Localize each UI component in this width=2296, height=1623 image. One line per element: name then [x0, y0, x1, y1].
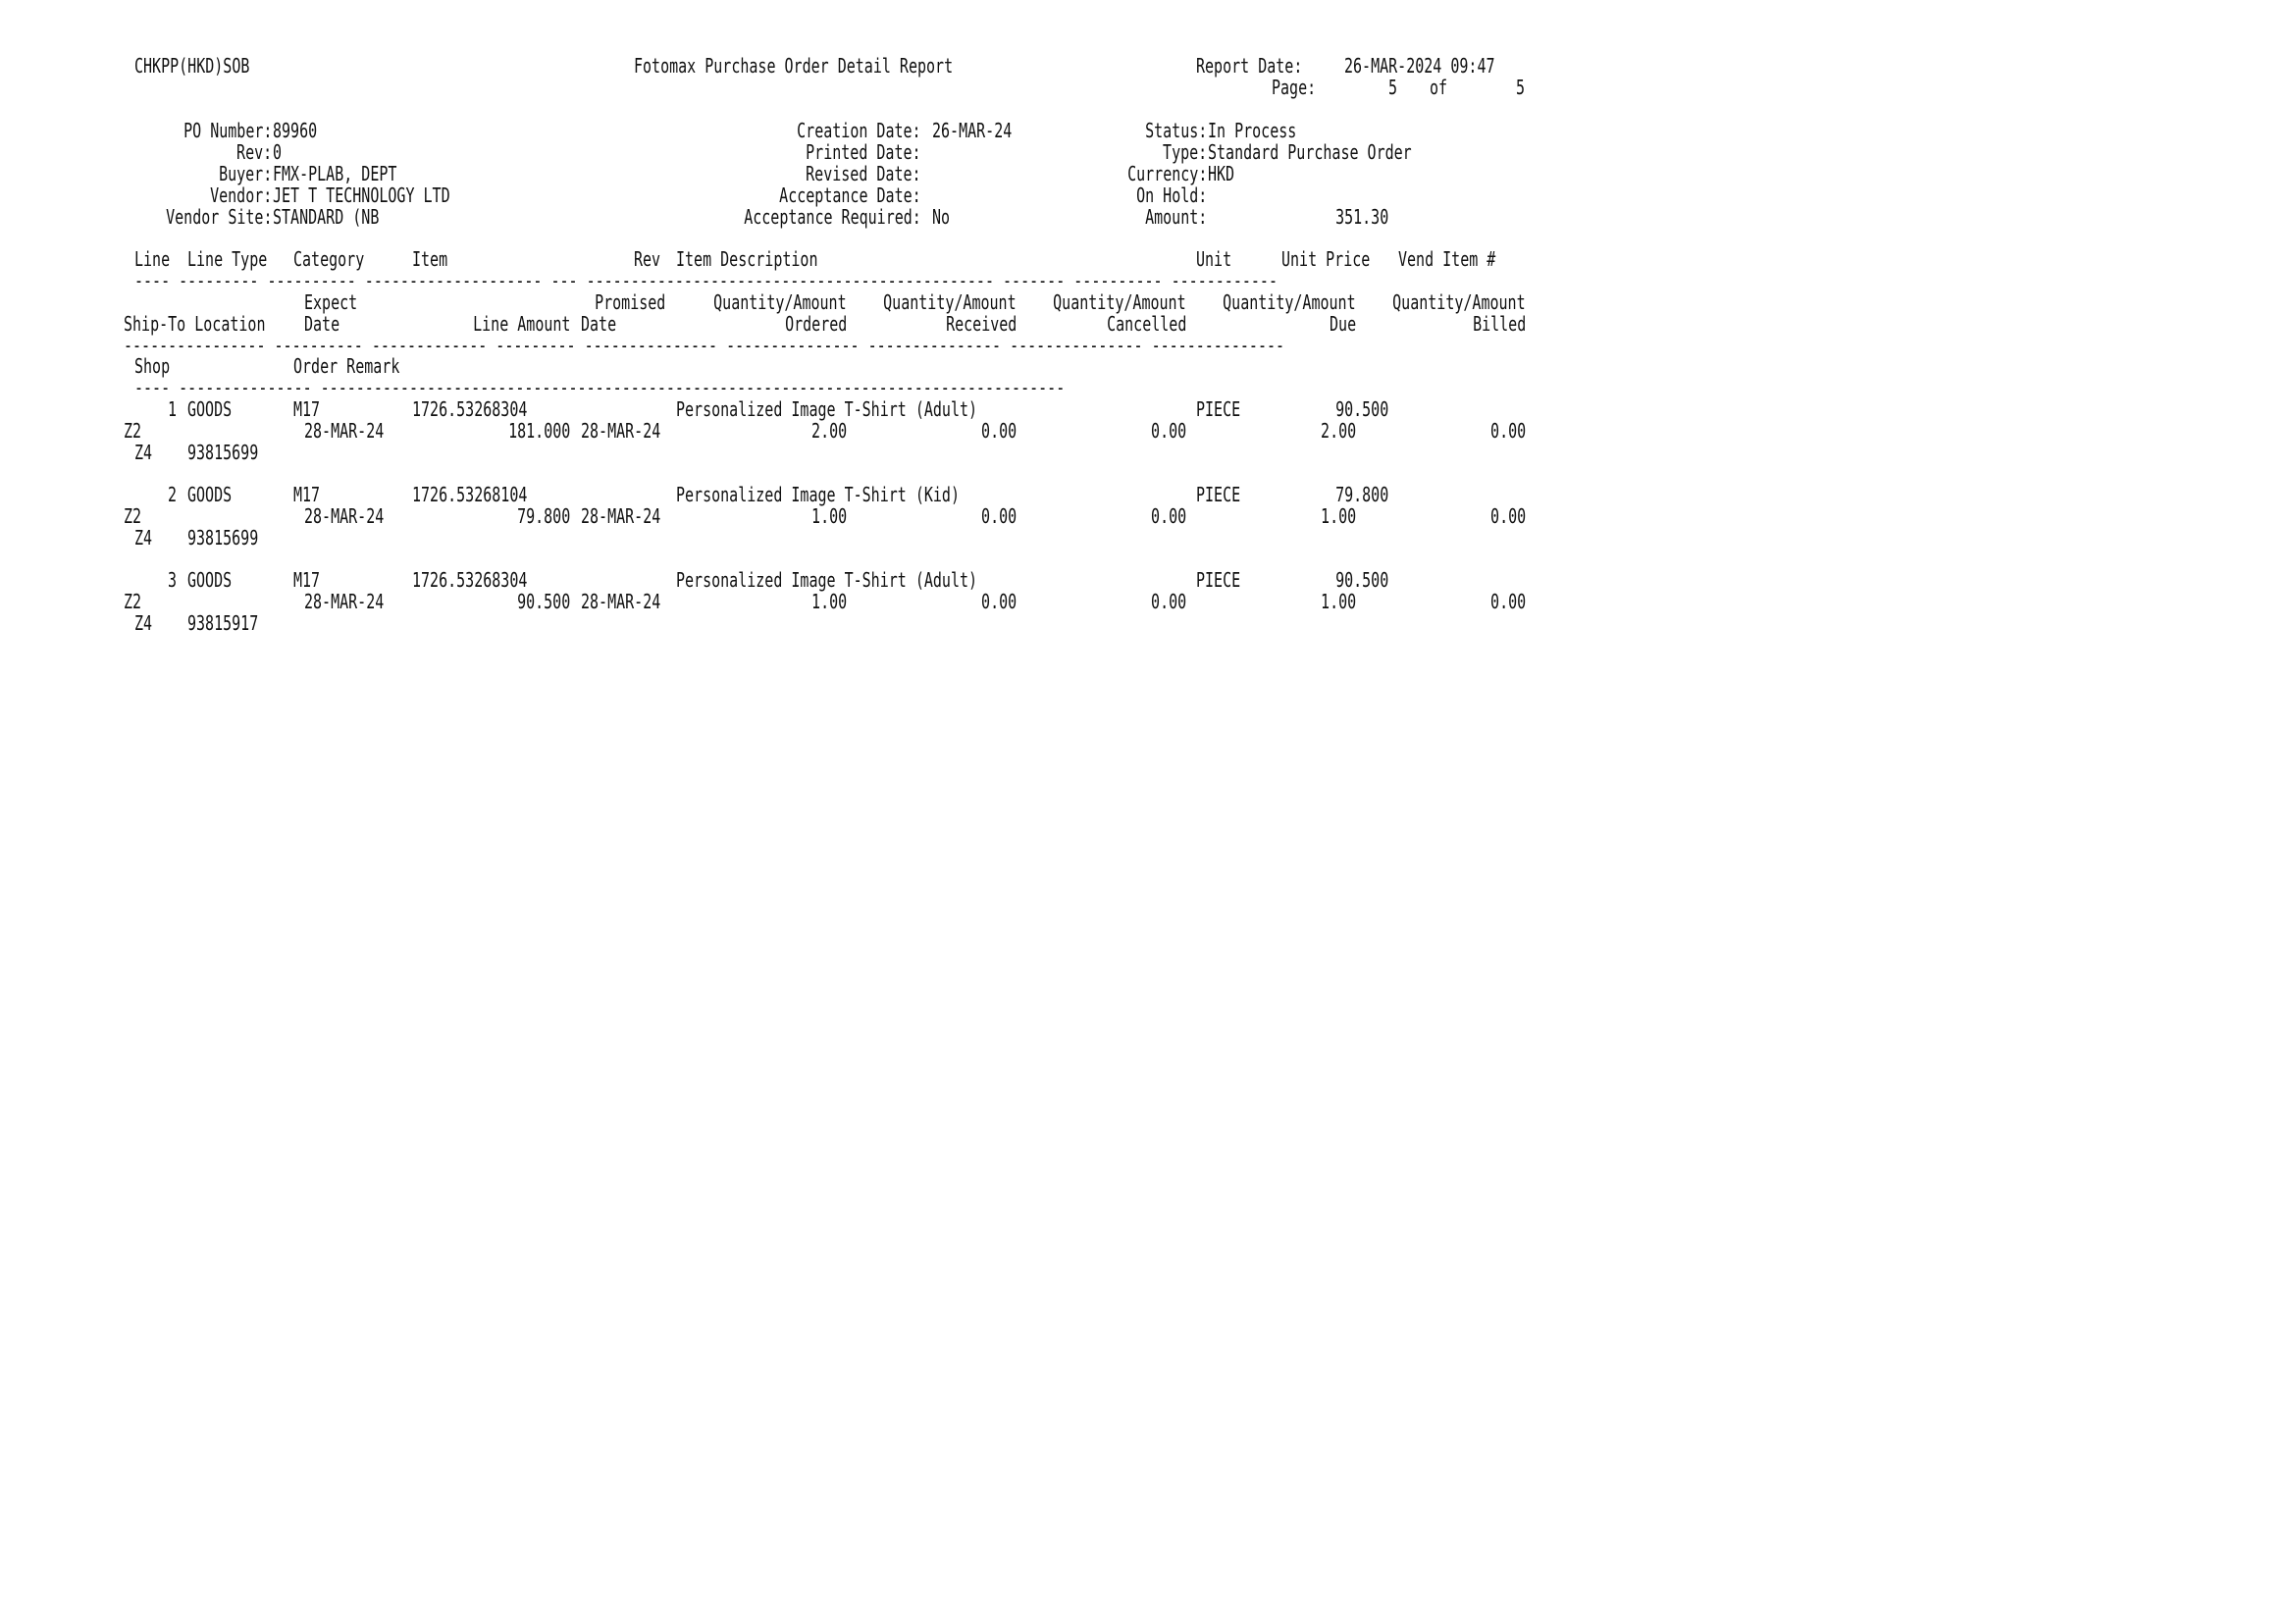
- rev-label: Rev:: [235, 140, 272, 164]
- line-description: Personalized Image T-Shirt (Adult): [676, 397, 978, 421]
- col-billed: Billed: [1472, 312, 1526, 336]
- col-qty-due-top: Quantity/Amount: [1223, 290, 1356, 314]
- line-cancelled: 0.00: [1150, 504, 1186, 528]
- buyer-label: Buyer:: [218, 162, 272, 185]
- line-ship-to: Z2: [124, 504, 142, 528]
- line-category: M17: [293, 483, 321, 506]
- status-value: In Process: [1208, 119, 1297, 142]
- printed-date-label: Printed Date:: [806, 140, 921, 164]
- col-received: Received: [945, 312, 1017, 336]
- col-qty-ordered-top: Quantity/Amount: [713, 290, 847, 314]
- col-cancelled: Cancelled: [1106, 312, 1186, 336]
- line-item: 1726.53268304: [412, 397, 528, 421]
- line-shop: Z4: [134, 526, 153, 550]
- amount-label: Amount:: [1144, 205, 1207, 229]
- currency-label: Currency:: [1126, 162, 1207, 185]
- line-due: 1.00: [1320, 590, 1356, 613]
- acceptance-required-label: Acceptance Required:: [744, 205, 921, 229]
- col-line-type: Line Type: [187, 247, 268, 271]
- on-hold-label: On Hold:: [1135, 183, 1207, 207]
- col-qty-billed-top: Quantity/Amount: [1392, 290, 1526, 314]
- header-rule-3: ---- --------------- ------------------------------------------------------------------------------------: [134, 376, 1066, 399]
- creation-date-value: 26-MAR-24: [932, 119, 1013, 142]
- status-label: Status:: [1144, 119, 1207, 142]
- line-type: GOODS: [187, 483, 233, 506]
- line-order-remark: 93815699: [187, 526, 259, 550]
- vendor-value: JET T TECHNOLOGY LTD: [273, 183, 450, 207]
- report-title: Fotomax Purchase Order Detail Report: [634, 54, 954, 78]
- col-ordered: Ordered: [784, 312, 847, 336]
- col-expect-date: Date: [304, 312, 340, 336]
- line-item: 1726.53268304: [412, 568, 528, 592]
- col-vend-item: Vend Item #: [1398, 247, 1496, 271]
- line-number: 1: [167, 397, 177, 421]
- buyer-value: FMX-PLAB, DEPT: [273, 162, 397, 185]
- line-order-remark: 93815699: [187, 441, 259, 464]
- line-cancelled: 0.00: [1150, 419, 1186, 443]
- line-category: M17: [293, 397, 321, 421]
- line-ordered: 1.00: [810, 590, 847, 613]
- col-item: Item: [412, 247, 448, 271]
- col-item-description: Item Description: [676, 247, 818, 271]
- col-unit-price: Unit Price: [1281, 247, 1371, 271]
- line-number: 3: [167, 568, 177, 592]
- line-expect-date: 28-MAR-24: [304, 504, 385, 528]
- page-label: Page:: [1272, 76, 1317, 99]
- line-unit-price: 90.500: [1334, 397, 1388, 421]
- revised-date-label: Revised Date:: [806, 162, 921, 185]
- vendor-label: Vendor:: [209, 183, 272, 207]
- acceptance-date-label: Acceptance Date:: [779, 183, 921, 207]
- creation-date-label: Creation Date:: [797, 119, 921, 142]
- line-amount: 79.800: [516, 504, 570, 528]
- line-number: 2: [167, 483, 177, 506]
- line-billed: 0.00: [1489, 504, 1526, 528]
- page-current: 5: [1387, 76, 1397, 99]
- line-expect-date: 28-MAR-24: [304, 419, 385, 443]
- line-unit-price: 79.800: [1334, 483, 1388, 506]
- col-rev: Rev: [634, 247, 661, 271]
- col-qty-received-top: Quantity/Amount: [883, 290, 1017, 314]
- line-item: 1726.53268104: [412, 483, 528, 506]
- line-amount: 181.000: [507, 419, 570, 443]
- page-of: of: [1430, 76, 1448, 99]
- rev-value: 0: [273, 140, 283, 164]
- line-unit-price: 90.500: [1334, 568, 1388, 592]
- line-promised-date: 28-MAR-24: [581, 419, 661, 443]
- line-promised-date: 28-MAR-24: [581, 590, 661, 613]
- header-rule-1: ---- --------- ---------- -------------------- --- ---------------------------------------------- ------- ---------- ------------: [134, 269, 1278, 292]
- po-number: 89960: [273, 119, 318, 142]
- col-promised: Promised: [594, 290, 665, 314]
- col-line-amount: Line Amount: [472, 312, 570, 336]
- header-rule-2: ---------------- ---------- ------------- --------- --------------- --------------- --------------- --------------- ---------------: [124, 334, 1285, 357]
- line-amount: 90.500: [516, 590, 570, 613]
- line-promised-date: 28-MAR-24: [581, 504, 661, 528]
- col-expect: Expect: [304, 290, 358, 314]
- line-ordered: 2.00: [810, 419, 847, 443]
- line-received: 0.00: [980, 419, 1017, 443]
- po-number-label: PO Number:: [183, 119, 272, 142]
- report-date-label: Report Date:: [1196, 54, 1303, 78]
- line-unit: PIECE: [1196, 483, 1241, 506]
- line-unit: PIECE: [1196, 568, 1241, 592]
- amount-value: 351.30: [1334, 205, 1388, 229]
- line-due: 1.00: [1320, 504, 1356, 528]
- vendor-site-label: Vendor Site:: [165, 205, 272, 229]
- col-promised-date: Date: [581, 312, 617, 336]
- line-category: M17: [293, 568, 321, 592]
- line-due: 2.00: [1320, 419, 1356, 443]
- page-total: 5: [1515, 76, 1525, 99]
- line-shop: Z4: [134, 441, 153, 464]
- report-date-value: 26-MAR-2024 09:47: [1344, 54, 1495, 78]
- line-ship-to: Z2: [124, 419, 142, 443]
- vendor-site-value: STANDARD (NB: [273, 205, 380, 229]
- col-order-remark: Order Remark: [293, 354, 400, 378]
- currency-value: HKD: [1208, 162, 1235, 185]
- type-value: Standard Purchase Order: [1208, 140, 1412, 164]
- line-type: GOODS: [187, 568, 233, 592]
- line-billed: 0.00: [1489, 590, 1526, 613]
- line-description: Personalized Image T-Shirt (Adult): [676, 568, 978, 592]
- col-due: Due: [1329, 312, 1356, 336]
- type-label: Type:: [1162, 140, 1207, 164]
- line-expect-date: 28-MAR-24: [304, 590, 385, 613]
- line-ordered: 1.00: [810, 504, 847, 528]
- line-order-remark: 93815917: [187, 611, 259, 635]
- col-line: Line: [134, 247, 171, 271]
- line-billed: 0.00: [1489, 419, 1526, 443]
- line-description: Personalized Image T-Shirt (Kid): [676, 483, 960, 506]
- col-qty-cancelled-top: Quantity/Amount: [1053, 290, 1186, 314]
- col-shop: Shop: [134, 354, 171, 378]
- line-received: 0.00: [980, 590, 1017, 613]
- line-cancelled: 0.00: [1150, 590, 1186, 613]
- col-category: Category: [293, 247, 365, 271]
- line-unit: PIECE: [1196, 397, 1241, 421]
- line-ship-to: Z2: [124, 590, 142, 613]
- org-code: CHKPP(HKD)SOB: [134, 54, 250, 78]
- line-received: 0.00: [980, 504, 1017, 528]
- col-unit: Unit: [1196, 247, 1232, 271]
- line-type: GOODS: [187, 397, 233, 421]
- col-ship-to-location: Ship-To Location: [124, 312, 266, 336]
- acceptance-required-value: No: [932, 205, 951, 229]
- line-shop: Z4: [134, 611, 153, 635]
